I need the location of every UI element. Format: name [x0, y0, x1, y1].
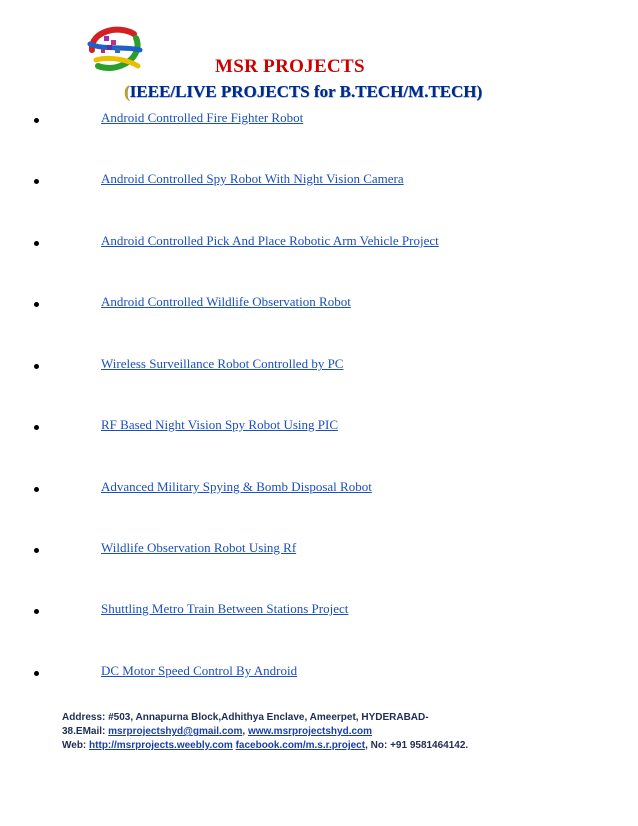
page-subtitle — [124, 82, 482, 102]
address-line: Address: #503, Annapurna Block,Adhithya Enclave, Ameerpet, HYDERABAD- — [62, 712, 429, 723]
email-prefix: 38.EMail: — [62, 726, 109, 737]
bullet-icon — [34, 241, 39, 246]
project-link[interactable]: Android Controlled Spy Robot With Night Vision Camera — [101, 171, 404, 186]
bullet-icon — [34, 609, 39, 614]
bullet-icon — [34, 118, 39, 123]
project-link[interactable]: Android Controlled Wildlife Observation Robot — [101, 294, 351, 309]
project-link[interactable]: Wireless Surveillance Robot Controlled by PC — [101, 356, 344, 371]
subtitle-paren: ( — [124, 82, 130, 101]
project-link[interactable]: Advanced Military Spying & Bomb Disposal Robot — [101, 479, 372, 494]
project-link[interactable]: Shuttling Metro Train Between Stations Project — [101, 601, 349, 616]
list-item — [0, 171, 600, 191]
web-line — [62, 739, 582, 753]
list-item — [0, 294, 600, 314]
phone-number: , No: +91 9581464142. — [365, 740, 469, 751]
project-link[interactable]: DC Motor Speed Control By Android — [101, 663, 298, 678]
list-item — [0, 479, 600, 499]
bullet-icon — [34, 548, 39, 553]
project-link[interactable]: Wildlife Observation Robot Using Rf — [101, 540, 297, 555]
contact-footer — [62, 711, 582, 753]
bullet-icon — [34, 487, 39, 492]
project-link[interactable]: Android Controlled Fire Fighter Robot — [101, 110, 304, 125]
list-item — [0, 663, 600, 683]
bullet-icon — [34, 364, 39, 369]
project-link[interactable]: Android Controlled Pick And Place Robotic Arm Vehicle Project — [101, 233, 439, 248]
subtitle-text: IEEE/LIVE PROJECTS for B.TECH/M.TECH) — [129, 82, 483, 101]
facebook-link[interactable]: facebook.com/m.s.r.project — [235, 740, 366, 751]
list-item — [0, 540, 600, 560]
list-item — [0, 233, 600, 253]
web-prefix: Web: — [62, 740, 90, 751]
list-item — [0, 417, 600, 437]
bullet-icon — [34, 179, 39, 184]
list-item — [0, 601, 600, 621]
email-separator: , — [242, 726, 248, 737]
list-item — [0, 110, 600, 130]
bullet-icon — [34, 302, 39, 307]
project-link[interactable]: RF Based Night Vision Spy Robot Using PIC — [101, 417, 338, 432]
msr-logo-icon — [84, 20, 144, 78]
bullet-icon — [34, 425, 39, 430]
email-link[interactable]: msrprojectshyd@gmail.com — [108, 726, 243, 737]
list-item — [0, 356, 600, 376]
bullet-icon — [34, 671, 39, 676]
email-line — [62, 725, 582, 739]
page-title: MSR PROJECTS — [215, 56, 365, 77]
weebly-link[interactable]: http://msrprojects.weebly.com — [89, 740, 233, 751]
website-link[interactable]: www.msrprojectshyd.com — [247, 726, 373, 737]
